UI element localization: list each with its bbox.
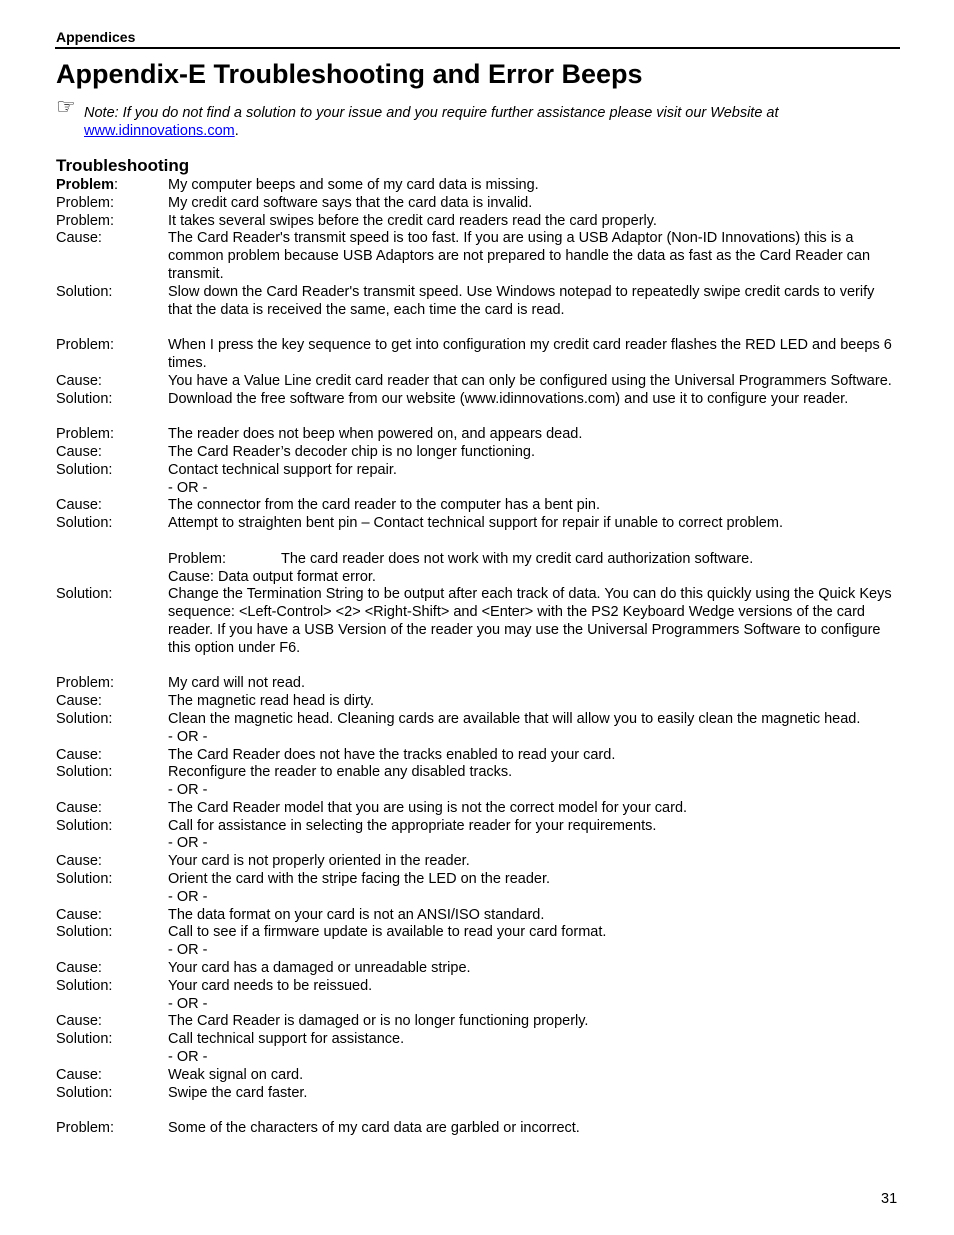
solution-label: Solution: [56, 924, 113, 941]
entry-row [56, 818, 902, 836]
problem-label: Problem: [56, 675, 115, 692]
cause-label: Cause: [56, 960, 102, 977]
problem-text: It takes several swipes before the credit card readers read the card properly. [168, 212, 657, 229]
cause-text: Your card has a damaged or unreadable stripe. [168, 960, 471, 977]
cause-label: Cause: [56, 372, 102, 389]
or-separator: - OR - [168, 835, 208, 852]
cause-text: The Card Reader model that you are using is not the correct model for your card. [168, 799, 688, 816]
problem-label: Problem: [168, 550, 227, 567]
entry-row [56, 764, 902, 782]
solution-text: Orient the card with the stripe facing the LED on the reader. [168, 871, 551, 888]
entry-row [56, 586, 902, 657]
entry-row [56, 373, 902, 391]
solution-text: Reconfigure the reader to enable any disabled tracks. [168, 764, 513, 781]
problem-label: Problem: [56, 337, 115, 354]
header-divider [55, 47, 900, 49]
entry-row [56, 853, 902, 871]
or-separator: - OR - [168, 479, 208, 496]
solution-label: Solution: [56, 461, 113, 478]
entry-row [56, 444, 902, 462]
cause-text: The Card Reader’s decoder chip is no longer functioning. [168, 443, 536, 460]
solution-label: Solution: [56, 515, 113, 532]
page-number: 31 [881, 1191, 898, 1207]
problem-label: Problem: [56, 212, 115, 229]
cause-label: Cause: [56, 1066, 102, 1083]
cause-text: You have a Value Line credit card reader that can only be configured using the Universal Programmers Software. [168, 372, 892, 389]
solution-text: Call to see if a firmware update is available to read your card format. [168, 924, 607, 941]
entry-row [56, 1031, 902, 1049]
cause-label: Cause: [56, 443, 102, 460]
entry-row [56, 391, 902, 409]
cause-text: The data format on your card is not an ANSI/ISO standard. [168, 906, 545, 923]
solution-text: Contact technical support for repair. [168, 461, 397, 478]
cause-label: Cause: [56, 230, 102, 247]
problem-text: The reader does not beep when powered on, and appears dead. [168, 426, 583, 443]
entry-row [56, 1013, 902, 1031]
solution-label: Solution: [56, 710, 113, 727]
cause-label: Cause: [56, 693, 102, 710]
solution-label: Solution: [56, 1084, 113, 1101]
entry-row [56, 497, 902, 515]
or-separator: - OR - [168, 782, 208, 799]
entry-row [56, 426, 902, 444]
or-separator: - OR - [168, 995, 208, 1012]
solution-text: Change the Termination String to be output after each track of data. You can do this quickly using the Quick Keys sequence: <Left-Control> <2> <Right-Shift> and <Enter> with the PS2 Keyboard Wedge versions of the card reader. If you have a USB Version of the reader you may use the Universal Programmers Software to configure this option under F6. [168, 586, 892, 656]
note-callout [56, 94, 856, 140]
entry-row [56, 693, 902, 711]
entry-row [56, 1085, 902, 1103]
note-text: Note: If you do not find a solution to your issue and you require further assistance please visit our Website at [84, 105, 779, 121]
cause-text: Cause: Data output format error. [168, 568, 376, 585]
or-separator: - OR - [168, 1049, 208, 1066]
entry-row [56, 284, 902, 320]
entry-row [56, 907, 902, 925]
entry-row [56, 960, 902, 978]
solution-text: Clean the magnetic head. Cleaning cards are available that will allow you to easily clean the magnetic head. [168, 710, 861, 727]
entry-row [56, 924, 902, 942]
solution-label: Solution: [56, 390, 113, 407]
or-separator: - OR - [168, 888, 208, 905]
solution-text: Download the free software from our website (www.idinnovations.com) and use it to configure your reader. [168, 390, 849, 407]
pointing-hand-icon: ☞ [56, 94, 76, 119]
note-link-suffix: . [234, 123, 239, 139]
cause-text: The Card Reader does not have the tracks enabled to read your card. [168, 746, 616, 763]
entry-row [56, 978, 902, 996]
problem-label: Problem: [56, 194, 115, 211]
entry-row [56, 462, 902, 480]
running-header: Appendices [56, 29, 136, 45]
cause-label: Cause: [56, 746, 102, 763]
entry-row [56, 177, 902, 195]
entry-row [56, 195, 902, 213]
section-heading: Troubleshooting [56, 156, 190, 175]
problem-text: When I press the key sequence to get into configuration my credit card reader flashes the RED LED and beeps 6 times. [168, 337, 892, 371]
problem-label: Problem: [56, 1120, 115, 1137]
solution-label: Solution: [56, 764, 113, 781]
entry-row [56, 1067, 902, 1085]
solution-label: Solution: [56, 977, 113, 994]
problem-text: My computer beeps and some of my card data is missing. [168, 177, 539, 193]
entry-row [56, 711, 902, 729]
or-separator: - OR - [168, 942, 208, 959]
entry-row [56, 675, 902, 693]
solution-text: Slow down the Card Reader's transmit speed. Use Windows notepad to repeatedly swipe credit cards to verify that the data is received the same, each time the card is read. [168, 283, 875, 318]
solution-text: Your card needs to be reissued. [168, 977, 373, 994]
cause-text: Your card is not properly oriented in the reader. [168, 853, 470, 870]
solution-label: Solution: [56, 283, 113, 300]
cause-text: The Card Reader's transmit speed is too fast. If you are using a USB Adaptor (Non-ID Innovations) this is a common problem because USB Adaptors are not prepared to handle the data as fast as the Card Reader can transmit. [168, 230, 871, 282]
problem-text: Some of the characters of my card data are garbled or incorrect. [168, 1120, 580, 1137]
solution-text: Call technical support for assistance. [168, 1031, 405, 1048]
entry-row [56, 230, 902, 283]
entry-row [56, 551, 902, 569]
entry-row [56, 800, 902, 818]
problem-text: The card reader does not work with my credit card authorization software. [281, 550, 754, 567]
solution-label: Solution: [56, 817, 113, 834]
cause-label: Cause: [56, 799, 102, 816]
problem-text: My card will not read. [168, 675, 305, 692]
page-title: Appendix-E Troubleshooting and Error Beeps [56, 59, 643, 89]
cause-label: Cause: [56, 1013, 102, 1030]
troubleshooting-list [56, 177, 902, 1138]
cause-text: The magnetic read head is dirty. [168, 693, 375, 710]
cause-text: Weak signal on card. [168, 1066, 304, 1083]
website-link[interactable]: www.idinnovations.com [84, 123, 235, 139]
entry-row [56, 1120, 902, 1138]
solution-text: Call for assistance in selecting the appropriate reader for your requirements. [168, 817, 657, 834]
entry-row [56, 747, 902, 765]
entry-row [56, 871, 902, 889]
cause-label: Cause: [56, 853, 102, 870]
entry-row [56, 213, 902, 231]
cause-text: The connector from the card reader to the computer has a bent pin. [168, 497, 601, 514]
entry-row [56, 569, 902, 587]
solution-text: Attempt to straighten bent pin – Contact technical support for repair if unable to correct problem. [168, 515, 783, 532]
entry-row [56, 337, 902, 373]
solution-label: Solution: [56, 1031, 113, 1048]
cause-text: The Card Reader is damaged or is no longer functioning properly. [168, 1013, 589, 1030]
problem-label: Problem: [56, 426, 115, 443]
entry-row [56, 515, 902, 533]
cause-label: Cause: [56, 497, 102, 514]
solution-text: Swipe the card faster. [168, 1084, 308, 1101]
problem-text: My credit card software says that the card data is invalid. [168, 194, 533, 211]
solution-label: Solution: [56, 871, 113, 888]
or-separator: - OR - [168, 728, 208, 745]
cause-label: Cause: [56, 906, 102, 923]
solution-label: Solution: [56, 586, 113, 603]
problem-label: Problem: [56, 177, 119, 193]
